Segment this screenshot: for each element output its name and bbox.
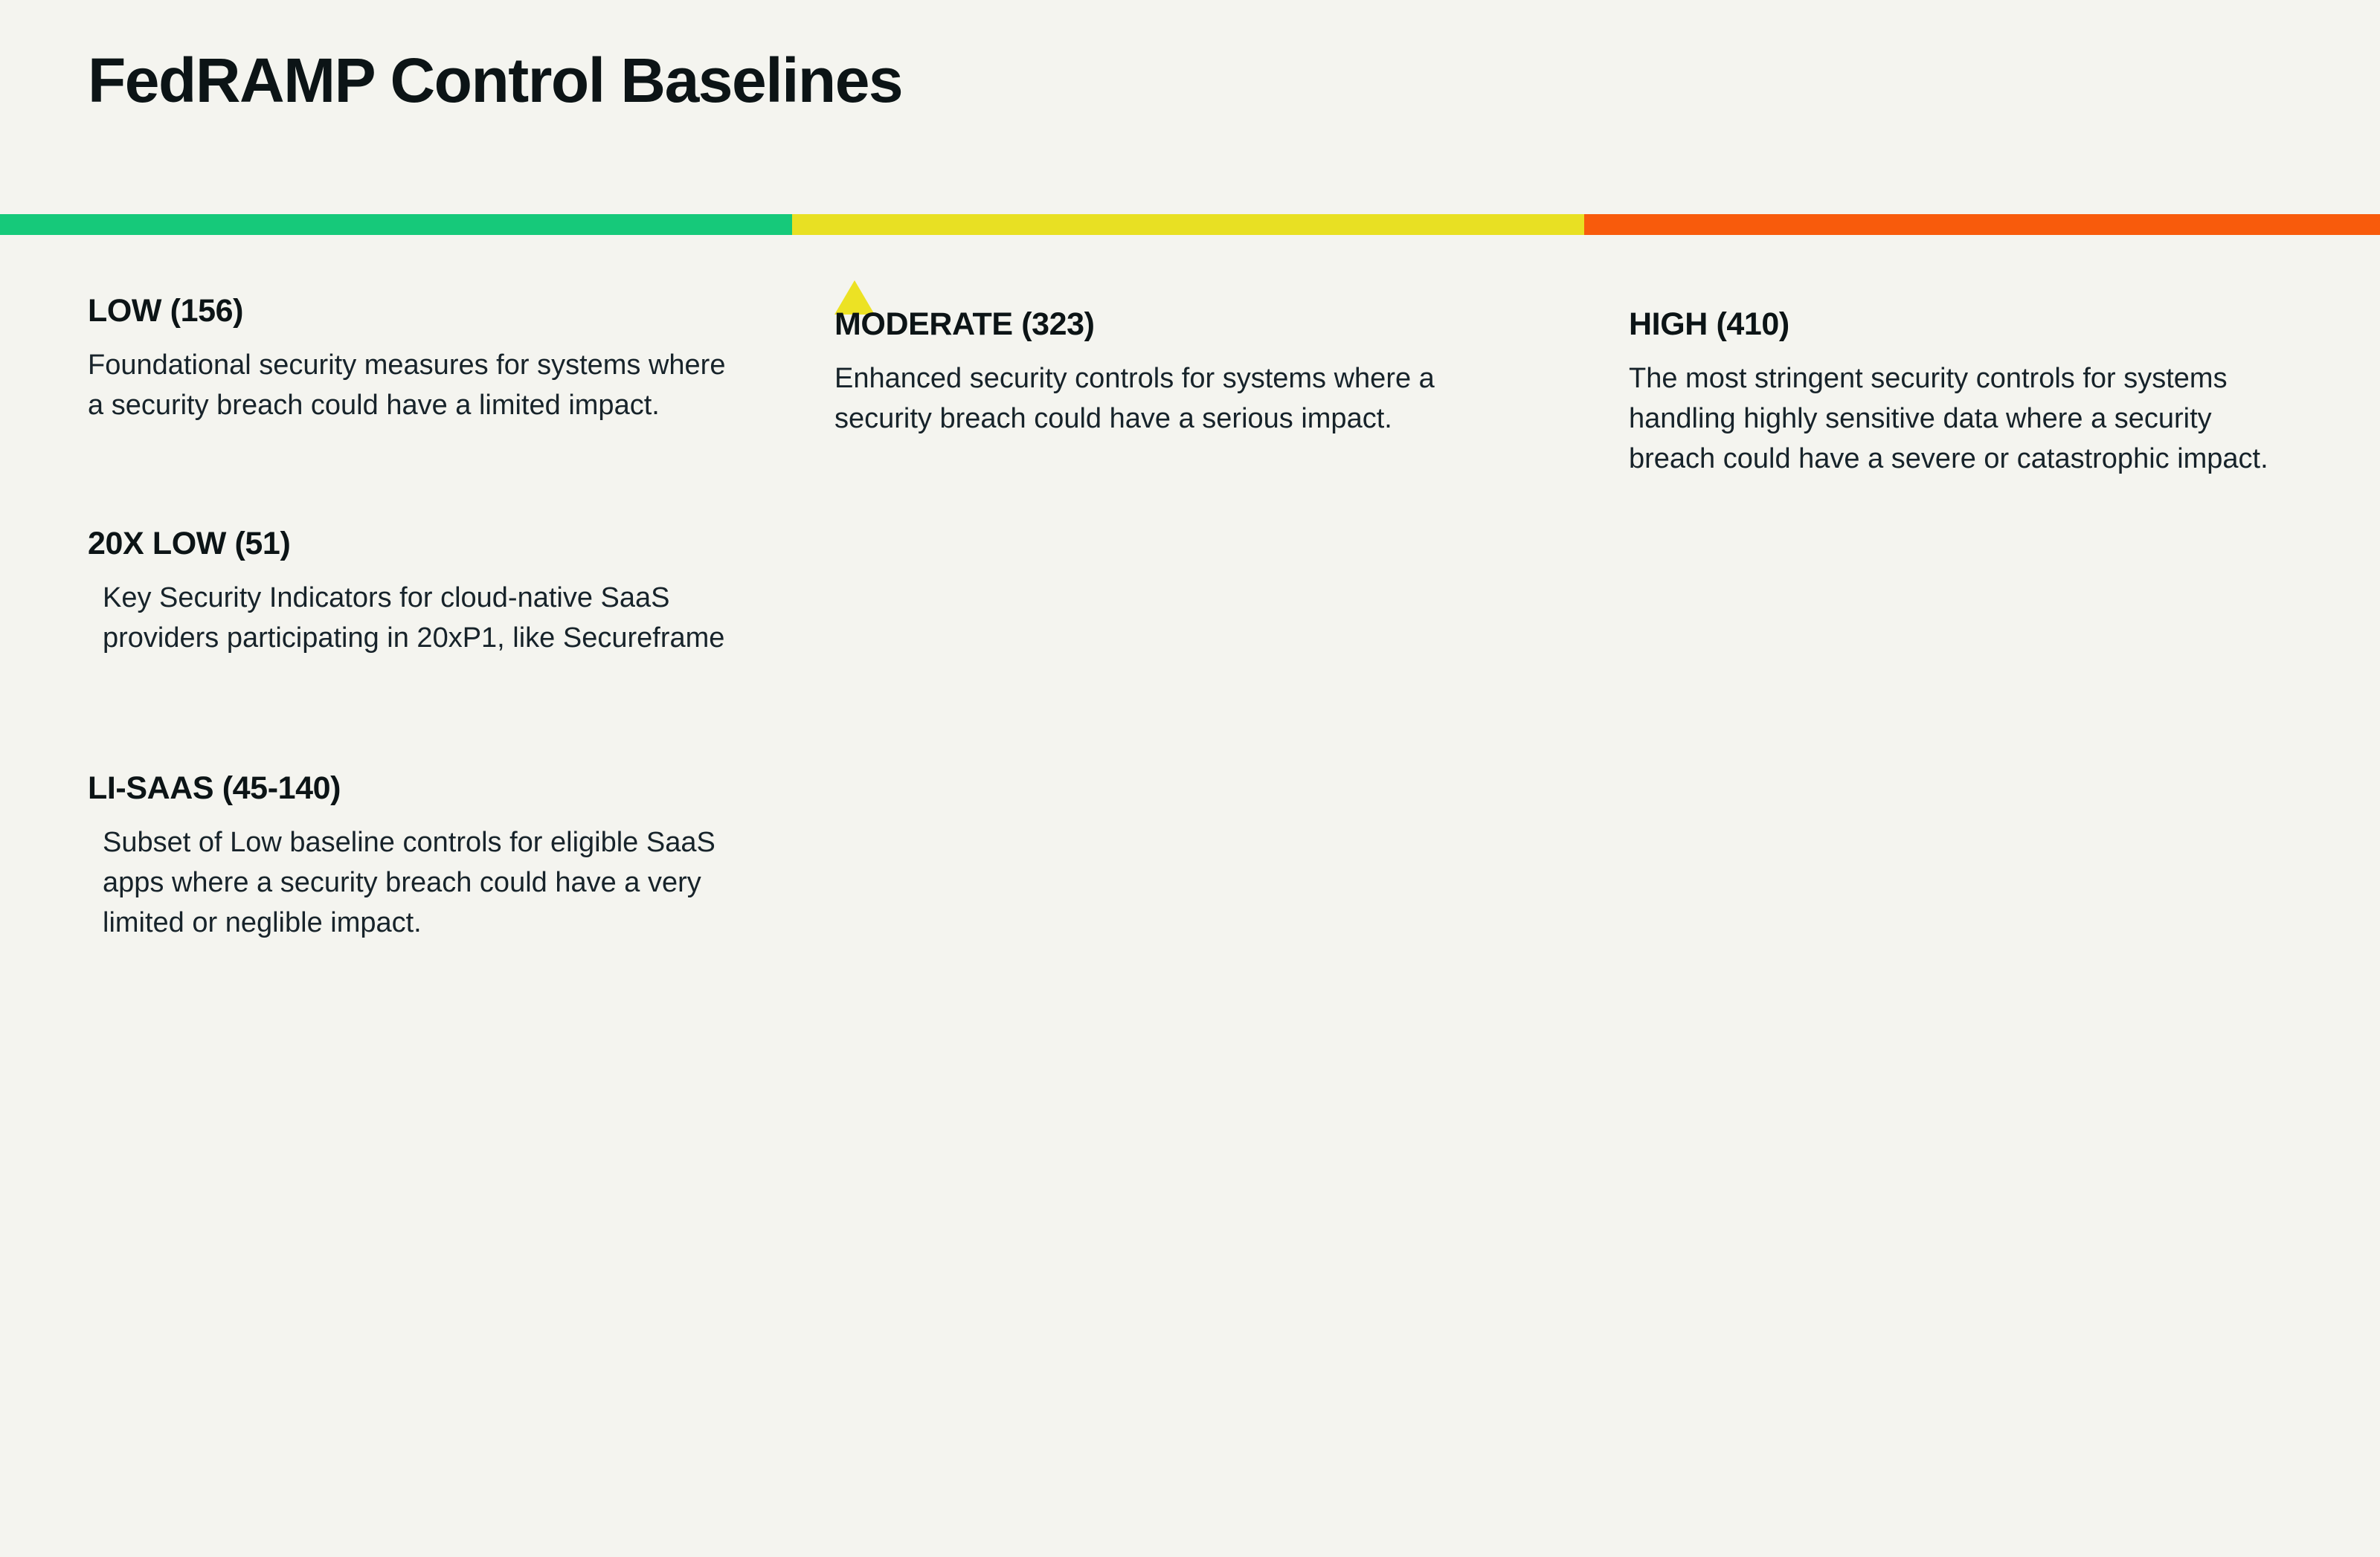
baseline-title-20x-low: 20X LOW (51) [88, 525, 291, 561]
baseline-description-high: The most stringent security controls for systems handling highly sensitive data where a security breach could have a severe or catastrophic impact. [1629, 363, 2268, 474]
baseline-description-low: Foundational security measures for systems where a security breach could have a limited impact. [88, 349, 726, 421]
page-title: FedRAMP Control Baselines [88, 45, 903, 115]
column-moderate [834, 268, 1534, 439]
diamond-icon [1629, 268, 2298, 281]
baseline-title-moderate: MODERATE (323) [834, 306, 1095, 342]
color-bar-segment-high [1584, 214, 2380, 235]
baseline-card-20x-low [88, 526, 787, 659]
baseline-color-bar [0, 214, 2380, 235]
baseline-description-li-saas: Subset of Low baseline controls for eligible SaaS apps where a security breach could have a very limited or neglible impact. [103, 826, 715, 938]
triangle-icon [834, 268, 1534, 281]
color-bar-segment-low [0, 214, 792, 235]
baseline-card-li-saas [88, 770, 787, 944]
baseline-title-high: HIGH (410) [1629, 306, 1789, 342]
spacer [88, 426, 787, 500]
baseline-description-20x-low: Key Security Indicators for cloud-native SaaS providers participating in 20xP1, like Secureframe [103, 581, 725, 654]
baseline-card-moderate [834, 268, 1534, 439]
baseline-card-low [88, 293, 787, 426]
baseline-card-high [1629, 268, 2298, 480]
color-bar-segment-moderate [792, 214, 1584, 235]
column-high [1629, 268, 2298, 480]
column-low [88, 268, 787, 944]
baseline-description-moderate: Enhanced security controls for systems where a security breach could have a serious impact. [834, 363, 1435, 434]
spacer [88, 659, 787, 745]
baseline-title-li-saas: LI-SAAS (45-140) [88, 770, 341, 806]
baseline-title-low: LOW (156) [88, 293, 244, 329]
